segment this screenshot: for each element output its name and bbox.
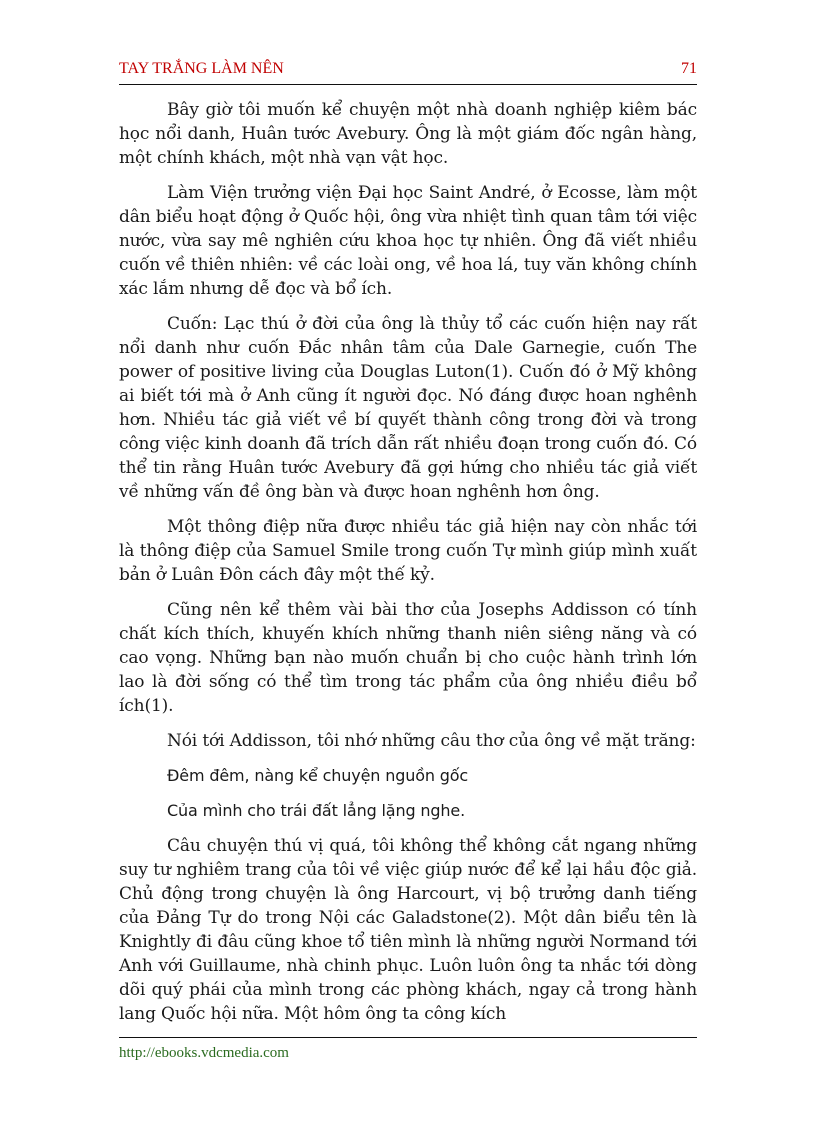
body-paragraph: Câu chuyện thú vị quá, tôi không thể không cắt ngang những suy tư nghiêm trang của tôi về việc giúp nước để kể lại hầu độc giả. Chủ động trong chuyện là ông Harcourt, vị bộ trưởng danh tiếng của Đảng Tự do trong Nội các Galadstone(2). Một dân biểu tên là Knightly đi đâu cũng khoe tổ tiên mình là những người Normand tới Anh với Guillaume, nhà chinh phục. Luôn luôn ông ta nhắc tới dòng dõi quý phái của mình trong các phòng khách, ngay cả trong hành lang Quốc hội nữa. Một hôm ông ta công kích xyxy=(119,836,697,1024)
body-paragraph: Làm Viện trưởng viện Đại học Saint André, ở Ecosse, làm một dân biểu hoạt động ở Quốc hội, ông vừa nhiệt tình quan tâm tới việc nước, vừa say mê nghiên cứu khoa học tự nhiên. Ông đã viết nhiều cuốn về thiên nhiên: về các loài ong, về hoa lá, tuy văn không chính xác lắm nhưng dễ đọc và bổ ích. xyxy=(119,183,697,299)
body-paragraph: Một thông điệp nữa được nhiều tác giả hiện nay còn nhắc tới là thông điệp của Samuel Smile trong cuốn Tự mình giúp mình xuất bản ở Luân Đôn cách đây một thế kỷ. xyxy=(119,517,697,585)
book-title: TAY TRẮNG LÀM NÊN xyxy=(119,60,284,77)
body-paragraph: Bây giờ tôi muốn kể chuyện một nhà doanh nghiệp kiêm bác học nổi danh, Huân tước Avebury. Ông là một giám đốc ngân hàng, một chính khách, một nhà vạn vật học. xyxy=(119,100,697,168)
page-body xyxy=(119,98,697,1037)
footer-divider xyxy=(119,1037,697,1038)
body-paragraph: Nói tới Addisson, tôi nhớ những câu thơ của ông về mặt trăng: xyxy=(167,731,696,751)
body-paragraph: Cũng nên kể thêm vài bài thơ của Josephs Addisson có tính chất kích thích, khuyến khích những thanh niên siêng năng và có cao vọng. Những bạn nào muốn chuẩn bị cho cuộc hành trình lớn lao là đời sống có thể tìm trong tác phẩm của ông nhiều điều bổ ích(1). xyxy=(119,600,697,716)
header-divider xyxy=(119,84,697,85)
verse-line: Của mình cho trái đất lẳng lặng nghe. xyxy=(167,801,466,820)
body-paragraph: Cuốn: Lạc thú ở đời của ông là thủy tổ các cuốn hiện nay rất nổi danh như cuốn Đắc nhân tâm của Dale Garnegie, cuốn The power of positive living của Douglas Luton(1). Cuốn đó ở Mỹ không ai biết tới mà ở Anh cũng ít người đọc. Nó đáng được hoan nghênh hơn. Nhiều tác giả viết về bí quyết thành công trong đời và trong công việc kinh doanh đã trích dẫn rất nhiều đoạn trong cuốn đó. Có thể tin rằng Huân tước Avebury đã gợi hứng cho nhiều tác giả viết về những vấn đề ông bàn và được hoan nghênh hơn ông. xyxy=(119,314,697,502)
page-number: 71 xyxy=(681,60,697,77)
footer-link[interactable]: http://ebooks.vdcmedia.com xyxy=(119,1045,289,1061)
verse-line: Đêm đêm, nàng kể chuyện nguồn gốc xyxy=(167,766,469,785)
